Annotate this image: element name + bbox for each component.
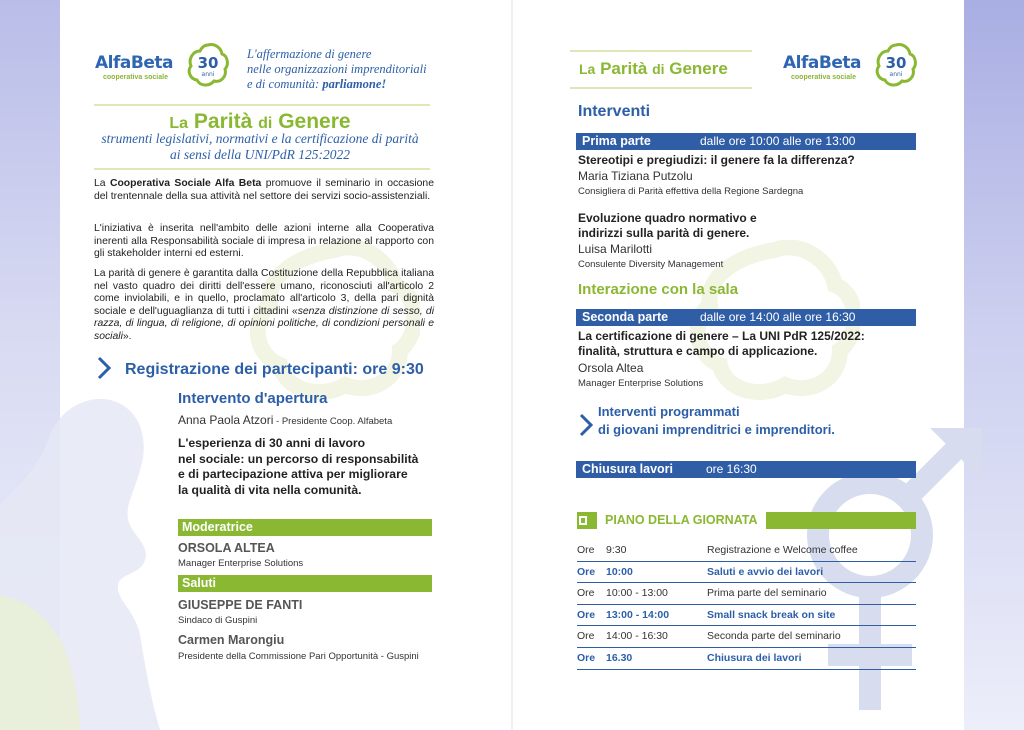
schedule-ore: Ore — [577, 565, 596, 578]
page-title-left: La Parità di Genere — [169, 110, 351, 133]
talk-1-affiliation: Consigliera di Parità effettiva della Regione Sardegna — [578, 186, 804, 197]
chiusura-bar — [576, 461, 916, 478]
moderatrice-role: Manager Enterprise Solutions — [178, 558, 304, 569]
saluti-1-name: GIUSEPPE DE FANTI — [178, 598, 303, 612]
seconda-parte-label: Seconda parte — [582, 310, 669, 324]
schedule-ore: Ore — [577, 608, 596, 621]
schedule-ore: Ore — [577, 651, 596, 664]
left-side-band — [0, 0, 60, 730]
talk-2-affiliation: Consulente Diversity Management — [578, 259, 724, 270]
divider-mid-left — [94, 168, 430, 170]
saluti-label: Saluti — [178, 575, 432, 592]
chiusura-label: Chiusura lavori — [582, 462, 673, 476]
schedule-row — [577, 605, 916, 627]
apertura-speaker: Anna Paola Atzori - Presidente Coop. Alfabeta — [178, 413, 393, 427]
alfabeta-30-anni-logo — [95, 43, 235, 93]
logo-word: AlfaBeta — [783, 53, 861, 73]
page-fold — [511, 0, 513, 730]
chiusura-time: ore 16:30 — [706, 462, 757, 476]
registrazione-heading: Registrazione dei partecipanti: ore 9:30 — [125, 361, 424, 378]
schedule-row — [577, 540, 916, 562]
saluti-1-role: Sindaco di Guspini — [178, 615, 258, 626]
intro-paragraph-2: L'iniziativa è inserita nell'ambito delle azioni interne alla Cooperativa inerenti alla Responsabilità sociale di impresa in relazione al rapporto con gli stakeholder interni ed esterni. — [94, 223, 434, 260]
talk-3-title: La certificazione di genere – La UNI PdR 125/2022: finalità, struttura e campo di applicazione. — [578, 329, 865, 358]
schedule-time: 10:00 — [606, 565, 633, 578]
apertura-heading: Intervento d'apertura — [178, 390, 328, 407]
logo-subtitle: cooperativa sociale — [791, 74, 856, 81]
schedule-ore: Ore — [577, 587, 595, 600]
interventi-programmati: Interventi programmati di giovani imprenditrici e imprenditori. — [598, 404, 835, 437]
talk-1-speaker: Maria Tiziana Putzolu — [578, 169, 693, 183]
schedule-desc: Chiusura dei lavori — [707, 651, 802, 664]
schedule-ore: Ore — [577, 544, 595, 556]
schedule-desc: Registrazione e Welcome coffee — [707, 544, 858, 556]
schedule-row — [577, 583, 916, 605]
schedule-desc: Small snack break on site — [707, 608, 836, 621]
schedule-desc: Prima parte del seminario — [707, 587, 827, 600]
intro-paragraph-3: La parità di genere è garantita dalla Costituzione della Repubblica italiana nel vasto quadro dei diritti dell'essere umano, riconosciuti all'articolo 2 come inviolabili, e in quello, proclamato all'articolo 3, della pari dignità sociale e dell'uguaglianza di tutti i cittadini «senza distinzione di sesso, di razza, di lingua, di religione, di opinioni politiche, di condizioni personali e sociali». — [94, 268, 435, 342]
logo-30-badge-icon — [875, 43, 917, 87]
interventi-heading: Interventi — [578, 103, 651, 120]
talk-3-speaker: Orsola Altea — [578, 361, 644, 375]
talk-3-affiliation: Manager Enterprise Solutions — [578, 378, 704, 389]
logo-number: 30 — [885, 54, 907, 72]
alfabeta-30-anni-logo-right — [783, 43, 923, 93]
chevron-right-icon — [96, 356, 112, 385]
divider-title-top-right — [570, 50, 752, 52]
seconda-parte-time: dalle ore 14:00 alle ore 16:30 — [700, 310, 856, 324]
piano-title: PIANO DELLA GIORNATA — [597, 511, 766, 530]
logo-anni: anni — [889, 71, 903, 78]
page-title-right: La Parità di Genere — [579, 59, 728, 78]
schedule-ore: Ore — [577, 630, 595, 643]
moderatrice-label: Moderatrice — [178, 519, 432, 536]
talk-2-speaker: Luisa Marilotti — [578, 242, 653, 256]
intro-paragraph-1: La Cooperativa Sociale Alfa Beta promuove il seminario in occasione del trentennale della sua attività nel settore dei servizi socio-assistenziali. — [94, 178, 434, 202]
schedule-time: 10:00 - 13:00 — [606, 587, 668, 600]
page-subtitle: strumenti legislativi, normativi e la certificazione di parità ai sensi della UNI/PdR 125:2022 — [101, 131, 419, 162]
prima-parte-time: dalle ore 10:00 alle ore 13:00 — [700, 134, 856, 148]
chevron-right-icon — [578, 413, 594, 442]
schedule-row — [577, 648, 916, 670]
schedule-time: 9:30 — [606, 544, 627, 556]
schedule-time: 13:00 - 14:00 — [606, 608, 670, 621]
schedule-time: 14:00 - 16:30 — [606, 630, 668, 643]
schedule-row — [577, 626, 916, 648]
piano-header — [577, 512, 916, 531]
prima-parte-label: Prima parte — [582, 134, 651, 148]
right-side-band — [964, 0, 1024, 730]
divider-top-left — [94, 104, 430, 106]
divider-title-bottom-right — [570, 87, 752, 89]
talk-2-title: Evoluzione quadro normativo e indirizzi sulla parità di genere. — [578, 211, 757, 240]
apertura-talk: L'esperienza di 30 anni di lavoro nel sociale: un percorso di responsabilità e di partecipazione attiva per migliorare la qualità di vita nella comunità. — [178, 436, 419, 497]
seconda-parte-bar — [576, 309, 916, 326]
tagline: L'affermazione di genere nelle organizzazioni imprenditoriali e di comunità: parliamone! — [247, 47, 427, 91]
logo-word: AlfaBeta — [95, 53, 173, 73]
logo-30-badge-icon — [187, 43, 229, 87]
schedule-row — [577, 562, 916, 584]
schedule-table — [577, 540, 916, 670]
logo-number: 30 — [197, 54, 219, 72]
interazione-heading: Interazione con la sala — [578, 281, 739, 298]
schedule-desc: Seconda parte del seminario — [707, 630, 841, 643]
prima-parte-bar — [576, 133, 916, 150]
logo-subtitle: cooperativa sociale — [103, 74, 168, 81]
logo-anni: anni — [201, 71, 215, 78]
saluti-2-name: Carmen Marongiu — [178, 633, 285, 647]
talk-1-title: Stereotipi e pregiudizi: il genere fa la differenza? — [578, 153, 855, 167]
schedule-desc: Saluti e avvio dei lavori — [707, 565, 824, 578]
saluti-2-role: Presidente della Commissione Pari Opportunità - Guspini — [178, 651, 419, 662]
piano-square-icon — [579, 516, 587, 525]
moderatrice-name: ORSOLA ALTEA — [178, 541, 275, 555]
schedule-time: 16.30 — [606, 651, 633, 664]
